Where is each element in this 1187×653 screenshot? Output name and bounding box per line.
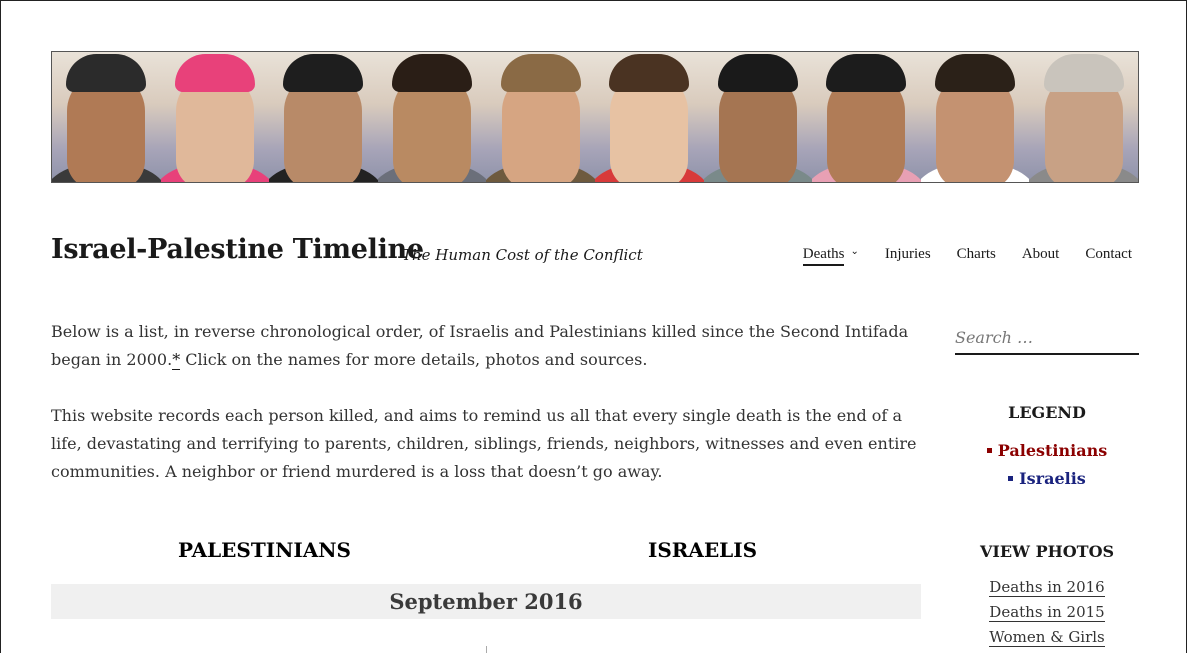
legend-israelis-label: Israelis: [1019, 469, 1086, 488]
portrait-hair: [175, 54, 255, 92]
main-nav: [803, 246, 1132, 266]
legend-israelis: [955, 469, 1139, 488]
portrait-photo: [161, 52, 270, 182]
portrait-hair: [1044, 54, 1124, 92]
search-input[interactable]: [955, 318, 1139, 353]
chevron-down-icon[interactable]: ⌄: [850, 246, 859, 257]
portrait-hair: [283, 54, 363, 92]
portrait-photo: [486, 52, 595, 182]
search-box: [955, 318, 1139, 355]
photo-link-women-girls: [955, 628, 1139, 646]
site-title[interactable]: Israel-Palestine Timeline: [51, 234, 424, 265]
intro-text-cont: Click on the names for more details, photos and sources.: [180, 350, 648, 369]
portrait-photo: [269, 52, 378, 182]
nav-deaths-label: Deaths: [802, 246, 845, 262]
photo-link-2015-anchor[interactable]: Deaths in 2015: [989, 603, 1105, 621]
mission-paragraph: This website records each person killed, and aims to remind us all that every single death is the end of a life, devastating and terrifying to parents, children, siblings, friends, neighbors, witnesses and even entire communities. A neighbor or friend murdered is a loss that doesn’t go away.: [51, 406, 917, 481]
intro-text: Below is a list, in reverse chronological order, of Israelis and Palestinians killed since the Second Intifada began in 2000.: [51, 322, 909, 369]
photo-link-2015: [955, 603, 1139, 621]
nav-deaths[interactable]: [803, 246, 845, 266]
portrait-photo: [52, 52, 161, 182]
nav-contact[interactable]: Contact: [1085, 246, 1132, 262]
legend-palestinians-label: Palestinians: [997, 441, 1108, 460]
portrait-hair: [609, 54, 689, 92]
month-heading: September 2016: [51, 584, 921, 619]
column-divider: [486, 646, 487, 653]
nav-about[interactable]: About: [1021, 246, 1060, 262]
main-content: [51, 318, 921, 486]
footnote-link[interactable]: *: [172, 350, 181, 369]
legend-palestinians: [955, 441, 1139, 460]
portrait-photo: [595, 52, 704, 182]
nav-injuries[interactable]: Injuries: [884, 246, 931, 262]
portrait-hair: [66, 54, 146, 92]
portrait-photo: [921, 52, 1030, 182]
israelis-column-heading: ISRAELIS: [648, 538, 758, 562]
view-photos-title: VIEW PHOTOS: [979, 542, 1115, 561]
red-square-icon: [987, 448, 992, 453]
portrait-photo: [812, 52, 921, 182]
photo-link-2016: [955, 578, 1139, 596]
portrait-hair: [718, 54, 798, 92]
blue-square-icon: [1008, 476, 1013, 481]
portrait-hair: [501, 54, 581, 92]
site-tagline: The Human Cost of the Conflict: [402, 246, 643, 264]
intro-paragraph: [51, 318, 921, 374]
photo-link-women-girls-anchor[interactable]: Women & Girls: [989, 628, 1105, 646]
portrait-hair: [392, 54, 472, 92]
portrait-hair: [826, 54, 906, 92]
legend-title: LEGEND: [1008, 403, 1086, 422]
header-banner-image: [51, 51, 1139, 183]
palestinians-column-heading: PALESTINIANS: [178, 538, 351, 562]
portrait-photo: [704, 52, 813, 182]
portrait-hair: [935, 54, 1015, 92]
portrait-photo: [378, 52, 487, 182]
portrait-photo: [1029, 52, 1138, 182]
photo-link-2016-anchor[interactable]: Deaths in 2016: [989, 578, 1105, 596]
nav-charts[interactable]: Charts: [956, 246, 996, 262]
